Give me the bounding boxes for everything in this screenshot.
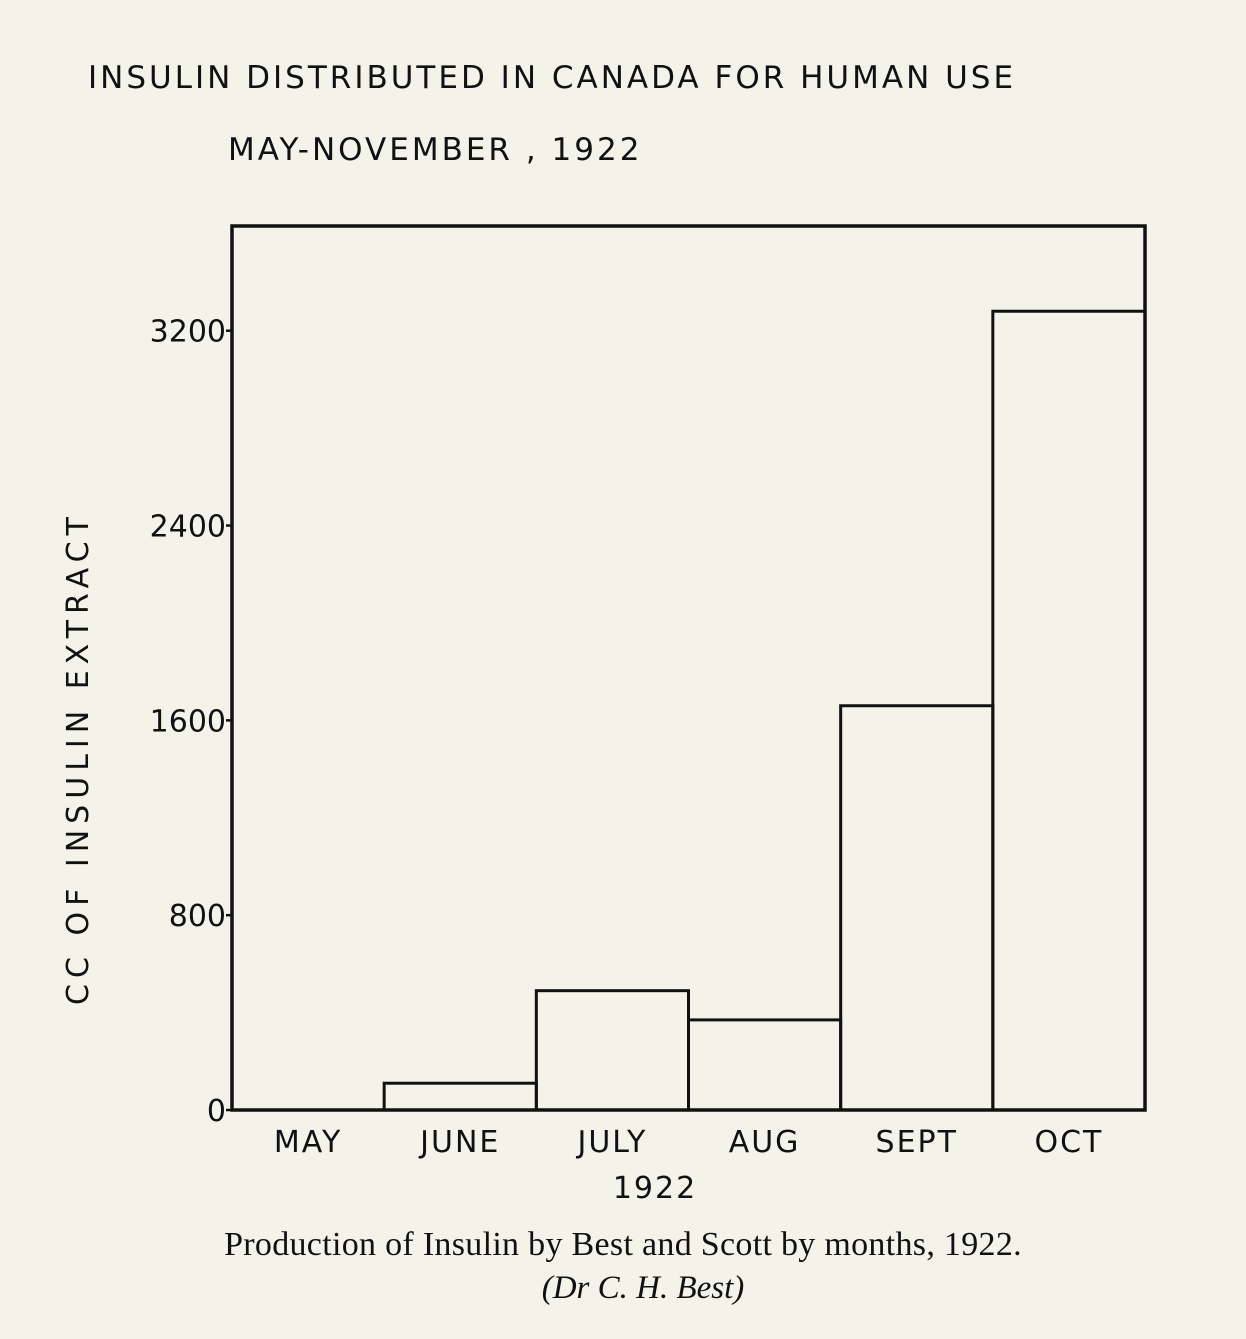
bar-oct — [993, 311, 1145, 1110]
chart-subtitle: MAY-NOVEMBER , 1922 — [228, 132, 643, 168]
bar-aug — [689, 1020, 841, 1110]
plot-area — [150, 226, 1145, 1160]
bar-june — [384, 1083, 536, 1110]
x-tick-label: MAY — [273, 1125, 343, 1160]
y-tick-label: 3200 — [149, 314, 226, 350]
figure-credit: (Dr C. H. Best) — [541, 1270, 745, 1306]
y-tick-label: 800 — [168, 899, 226, 935]
y-tick-label: 0 — [206, 1094, 226, 1129]
x-tick-label: AUG — [728, 1125, 801, 1160]
y-axis-label: CC OF INSULIN EXTRACT — [61, 511, 96, 1005]
x-tick-label: JULY — [577, 1125, 648, 1160]
bar-sept — [841, 706, 993, 1110]
plot-frame — [232, 226, 1145, 1110]
figure-caption: Production of Insulin by Best and Scott by months, 1922. — [224, 1226, 1022, 1263]
y-tick-label: 1600 — [149, 704, 226, 740]
chart-title: INSULIN DISTRIBUTED IN CANADA FOR HUMAN USE — [88, 60, 1017, 96]
bar-july — [536, 991, 688, 1110]
x-axis-label: 1922 — [612, 1171, 698, 1206]
x-tick-label: SEPT — [875, 1125, 958, 1160]
y-tick-label: 2400 — [149, 509, 226, 545]
x-tick-label: JUNE — [420, 1125, 501, 1160]
x-tick-label: OCT — [1034, 1125, 1104, 1160]
